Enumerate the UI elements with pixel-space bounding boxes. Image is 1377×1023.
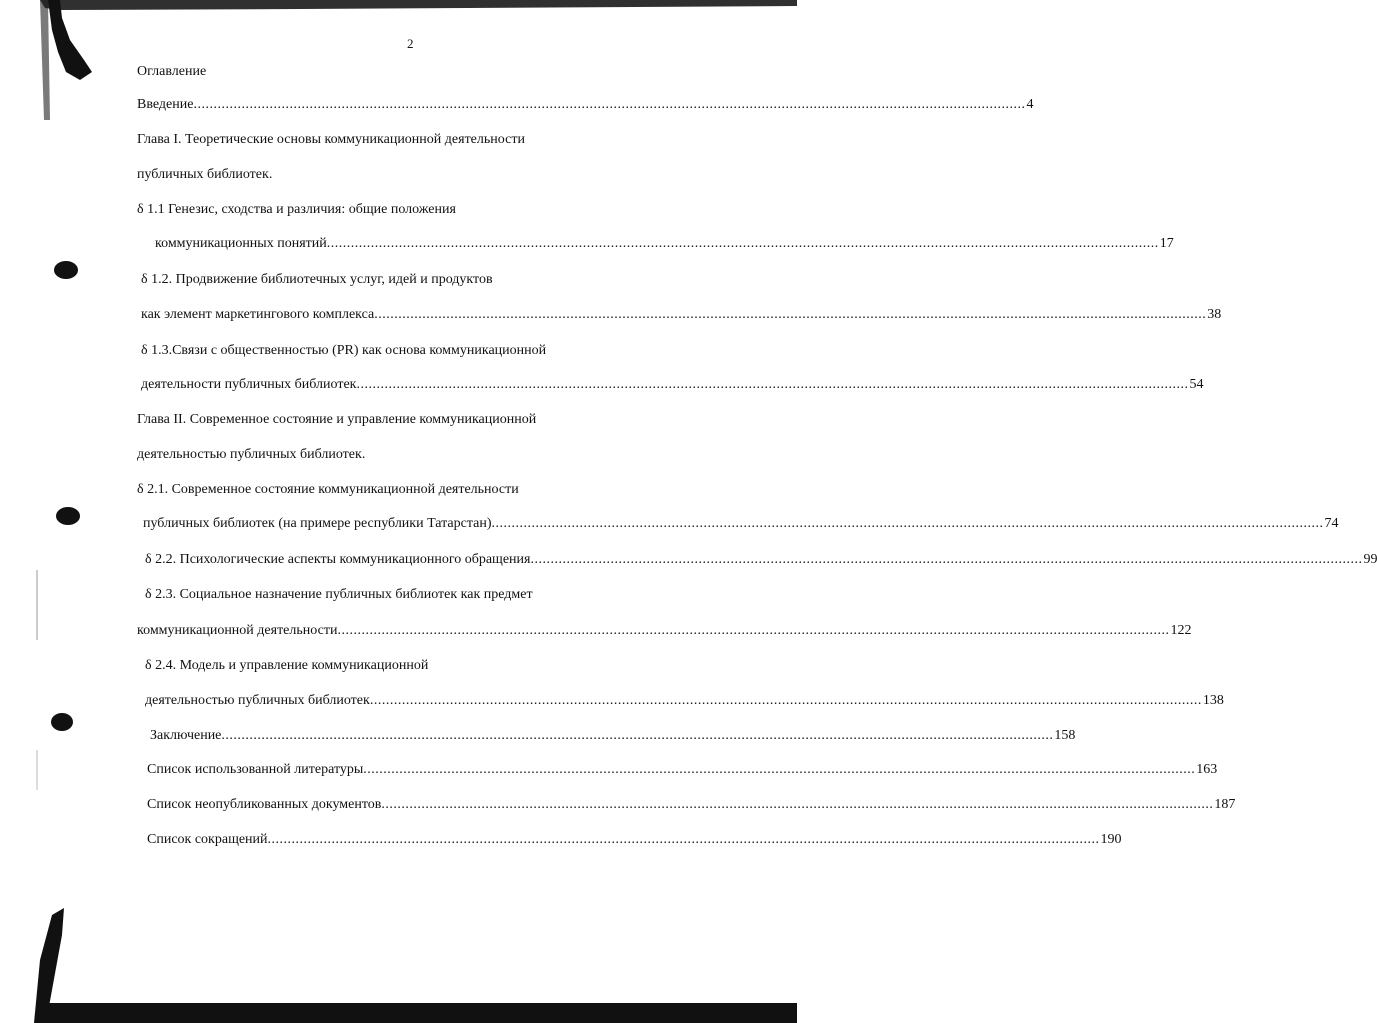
toc-entry: Введение ................................................................................................................................................................................................................ 4 bbox=[137, 97, 1034, 112]
toc-entry: Список неопубликованных документов ................................................................................................................................................................................................................ 187 bbox=[147, 797, 1236, 812]
toc-entry: как элемент маркетингового комплекса ................................................................................................................................................................................................................ 38 bbox=[141, 307, 1222, 322]
toc-entry: деятельности публичных библиотек ................................................................................................................................................................................................................ 54 bbox=[141, 377, 1204, 392]
top-left-mark bbox=[48, 0, 92, 80]
bottom-edge-shadow bbox=[40, 1003, 797, 1023]
toc-title: Оглавление bbox=[137, 64, 207, 79]
toc-entry: δ 1.3.Связи с общественностью (PR) как основа коммуникационной bbox=[141, 343, 547, 358]
toc-entry: δ 2.3. Социальное назначение публичных библиотек как предмет bbox=[145, 587, 533, 602]
left-margin-mark bbox=[40, 0, 50, 120]
toc-entry: Глава I. Теоретические основы коммуникационной деятельности bbox=[137, 132, 525, 147]
punch-hole-2 bbox=[56, 507, 80, 525]
toc-entry: δ 2.2. Психологические аспекты коммуникационного обращения ................................................................................................................................................................................................................ 99 bbox=[145, 552, 1377, 567]
toc-entry: коммуникационных понятий ................................................................................................................................................................................................................ 17 bbox=[155, 236, 1174, 251]
toc-entry: деятельностью публичных библиотек. bbox=[137, 447, 366, 462]
toc-entry: деятельностью публичных библиотек ................................................................................................................................................................................................................ 138 bbox=[145, 693, 1224, 708]
toc-entry: δ 1.2. Продвижение библиотечных услуг, идей и продуктов bbox=[141, 272, 493, 287]
toc-entry: Список использованной литературы ................................................................................................................................................................................................................ 163 bbox=[147, 762, 1218, 777]
top-edge-shadow bbox=[40, 0, 797, 10]
toc-entry: публичных библиотек. bbox=[137, 167, 273, 182]
toc-entry: δ 2.1. Современное состояние коммуникационной деятельности bbox=[137, 482, 519, 497]
toc-entry: Заключение ................................................................................................................................................................................................................ 158 bbox=[150, 728, 1076, 743]
punch-hole-1 bbox=[54, 261, 78, 279]
punch-hole-3 bbox=[51, 713, 73, 731]
toc-entry: Список сокращений ................................................................................................................................................................................................................ 190 bbox=[147, 832, 1122, 847]
toc-entry: коммуникационной деятельности ................................................................................................................................................................................................................ 122 bbox=[137, 623, 1192, 638]
page-number: 2 bbox=[407, 36, 414, 51]
toc-entry: δ 1.1 Генезис, сходства и различия: общие положения bbox=[137, 202, 456, 217]
toc-entry: Глава II. Современное состояние и управление коммуникационной bbox=[137, 412, 537, 427]
toc-entry: δ 2.4. Модель и управление коммуникационной bbox=[145, 658, 429, 673]
toc-entry: публичных библиотек (на примере республики Татарстан) ................................................................................................................................................................................................................ 74 bbox=[143, 516, 1339, 531]
